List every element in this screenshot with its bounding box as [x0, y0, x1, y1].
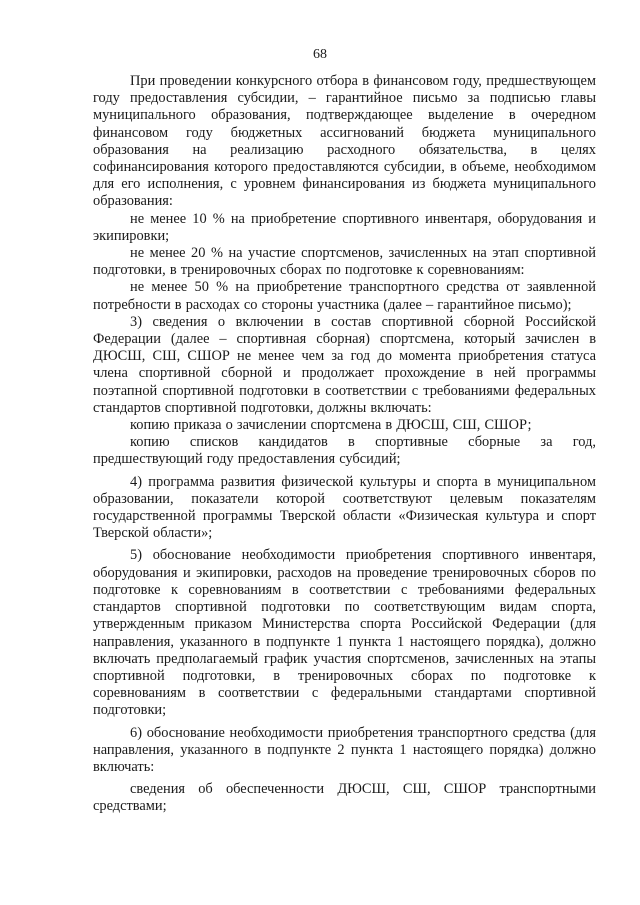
paragraph-inventory-10: не менее 10 % на приобретение спортивного инвентаря, оборудования и экипировки;: [93, 210, 596, 244]
paragraph-transport-info: сведения об обеспеченности ДЮСШ, СШ, СШОР транспортными средствами;: [93, 781, 596, 815]
paragraph-transport-50: не менее 50 % на приобретение транспортного средства от заявленной потребности в расходах со стороны участника (далее – гарантийное письмо);: [93, 279, 596, 313]
paragraph-candidate-lists: копию списков кандидатов в спортивные сборные за год, предшествующий году предоставления субсидий;: [93, 434, 596, 468]
page-number: 68: [313, 47, 327, 62]
document-body: [93, 73, 596, 816]
paragraph-order-copy: копию приказа о зачислении спортсмена в ДЮСШ, СШ, СШОР;: [130, 417, 532, 434]
paragraph-training-20: не менее 20 % на участие спортсменов, зачисленных на этап спортивной подготовки, в тренировочных сборах по подготовке к соревнованиям:: [93, 245, 596, 279]
paragraph-item-3: 3) сведения о включении в состав спортивной сборной Российской Федерации (далее – спортивная сборная) спортсмена, который зачислен в ДЮСШ, СШ, СШОР не менее чем за год до момента приобретения статуса члена спортивной сборной и продолжает прохождение в ней программы поэтапной спортивной подготовки в соответствии с требованиями федеральных стандартов спортивной подготовки, должны включать:: [93, 313, 596, 416]
paragraph-intro: При проведении конкурсного отбора в финансовом году, предшествующем году предоставления субсидии, – гарантийное письмо за подписью главы муниципального образования, подтверждающее выделение в очередном финансовом году бюджетных ассигнований бюджета муниципального образования на реализацию расходного обязательства, в целях софинансирования которого предоставляются субсидии, в объеме, необходимом для его исполнения, с уровнем финансирования из бюджета муниципального образования:: [93, 73, 596, 210]
paragraph-item-6: 6) обоснование необходимости приобретения транспортного средства (для направления, указанного в подпункте 2 пункта 1 настоящего порядка) должно включать:: [93, 724, 596, 775]
paragraph-item-5: 5) обоснование необходимости приобретения спортивного инвентаря, оборудования и экипировки, расходов на проведение тренировочных сборов по подготовке к соревнованиям в соответствии с требованиями федеральных стандартов спортивной подготовки по соответствующим видам спорта, утвержденным приказом Министерства спорта Российской Федерации (для направления, указанного в подпункте 1 пункта 1 настоящего порядка), должно включать предполагаемый график участия спортсменов, зачисленных на этапы спортивной подготовки, в тренировочных сборах по подготовке к соревнованиям в соответствии с федеральными стандартами спортивной подготовки;: [93, 547, 596, 719]
paragraph-item-4: 4) программа развития физической культуры и спорта в муниципальном образовании, показатели которой соответствуют целевым показателям государственной программы Тверской области «Физическая культура и спорт Тверской области»;: [93, 473, 596, 542]
